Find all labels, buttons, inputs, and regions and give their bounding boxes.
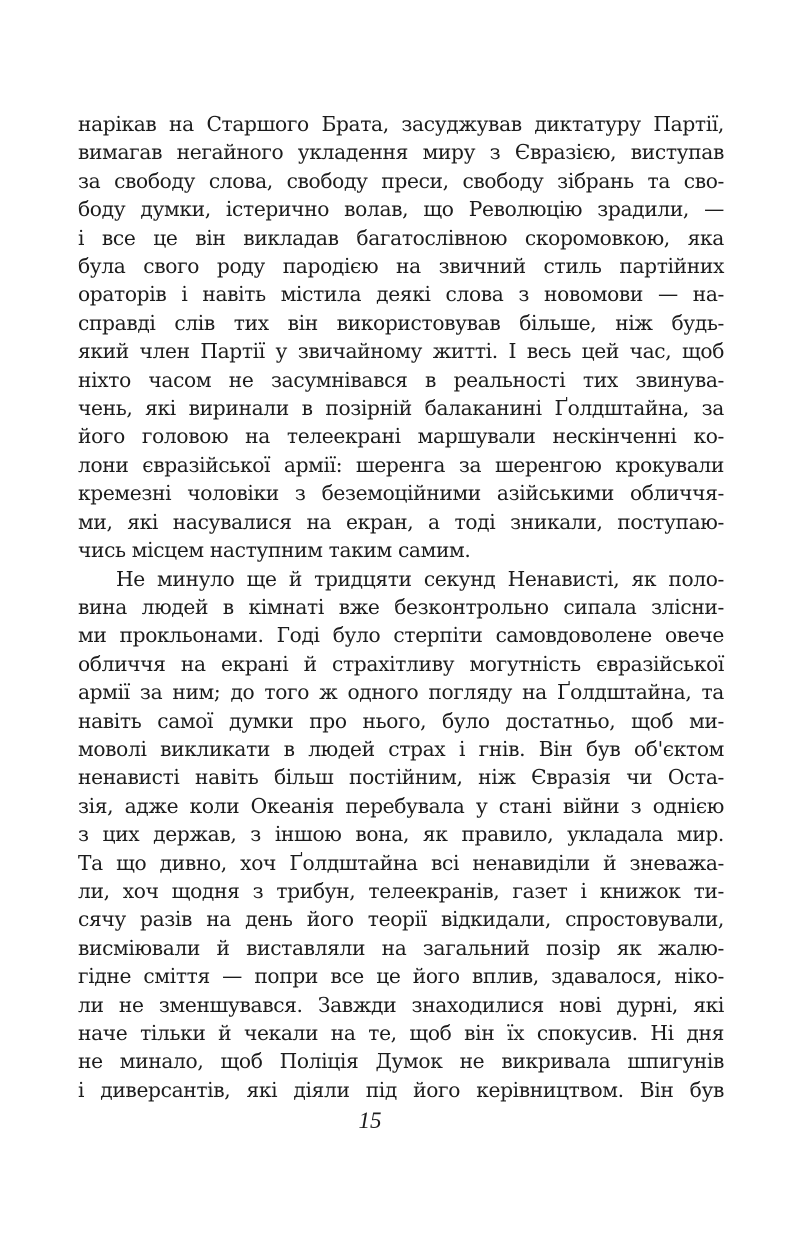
text-line: вина людей в кімнаті вже безконтрольно сипала злісни- (78, 594, 724, 619)
text-line: навіть самої думки про нього, було достатньо, щоб ми- (78, 708, 724, 733)
text-line: з цих держав, з іншою вона, як правило, укладала мир. (78, 822, 724, 847)
text-line: кремезні чоловіки з беземоційними азійськими обличчя- (78, 481, 724, 506)
text-line: вимагав негайного укладення миру з Євразією, виступав (78, 140, 724, 165)
text-line: нарікав на Старшого Брата, засуджував диктатуру Партії, (78, 112, 724, 136)
text-line: чень, які виринали в позірній балаканині Ґолдштайна, за (78, 396, 724, 421)
text-line: і все це він викладав багатослівною скоромовкою, яка (78, 225, 724, 250)
text-line: який член Партії у звичайному житті. І весь цей час, щоб (78, 339, 724, 364)
paragraph (78, 565, 724, 1105)
text-line: ми, які насувалися на екран, а тоді зникали, поступаю- (78, 509, 724, 534)
text-line: і диверсантів, які діяли під його керівництвом. Він був (78, 1077, 724, 1102)
text-line: ораторів і навіть містила деякі слова з новомови — на- (78, 282, 724, 307)
text-line: лони євразійської армії: шеренга за шеренгою крокували (78, 452, 724, 477)
text-line: справді слів тих він використовував більше, ніж будь- (78, 310, 724, 335)
text-line: ненависті навіть більш постійним, ніж Євразія чи Оста- (78, 765, 724, 790)
text-line: обличчя на екрані й страхітливу могутність євразійської (78, 651, 724, 676)
text-line: армії за ним; до того ж одного погляду на Ґолдштайна, та (78, 680, 724, 705)
text-line: його головою на телеекрані маршували нескінченні ко- (78, 424, 724, 449)
text-line: наче тільки й чекали на те, щоб він їх спокусив. Ні дня (78, 1021, 724, 1045)
text-line: ли, хоч щодня з трибун, телеекранів, газет і книжок ти- (78, 878, 724, 903)
text-line: висміювали й виставляли на загальний позір як жалю- (78, 935, 724, 960)
text-line: не минало, щоб Поліція Думок не викривала шпигунів (78, 1049, 724, 1074)
text-line: ніхто часом не засумнівався в реальності тих звинува- (78, 367, 724, 392)
text-line: за свободу слова, свободу преси, свободу зібрань та сво- (78, 168, 724, 193)
text-line: сячу разів на день його теорії відкидали, спростовували, (78, 907, 724, 932)
text-line: Та що дивно, хоч Ґолдштайна всі ненавиділи й зневажа- (78, 850, 724, 875)
page-number: 15 (358, 1108, 382, 1133)
text-line: моволі викликати в людей страх і гнів. Він був об'єктом (78, 736, 724, 761)
text-line: була свого роду пародією на звичний стиль партійних (78, 254, 724, 279)
text-line: ми прокльонами. Годі було стерпіти самовдоволене овече (78, 623, 724, 648)
text-line: Не минуло ще й тридцяти секунд Ненависті, як поло- (116, 566, 724, 591)
text-line: гідне сміття — попри все це його вплив, здавалося, ніко- (78, 964, 724, 989)
text-line: зія, адже коли Океанія перебувала у стані війни з однією (78, 793, 724, 818)
text-line: ли не зменшувався. Завжди знаходилися нові дурні, які (78, 992, 724, 1017)
paragraph (78, 110, 724, 565)
body-text (78, 110, 724, 1104)
text-line: боду думки, істерично волав, що Революцію зрадили, — (78, 197, 724, 222)
text-line: чись місцем наступним таким самим. (78, 538, 471, 563)
